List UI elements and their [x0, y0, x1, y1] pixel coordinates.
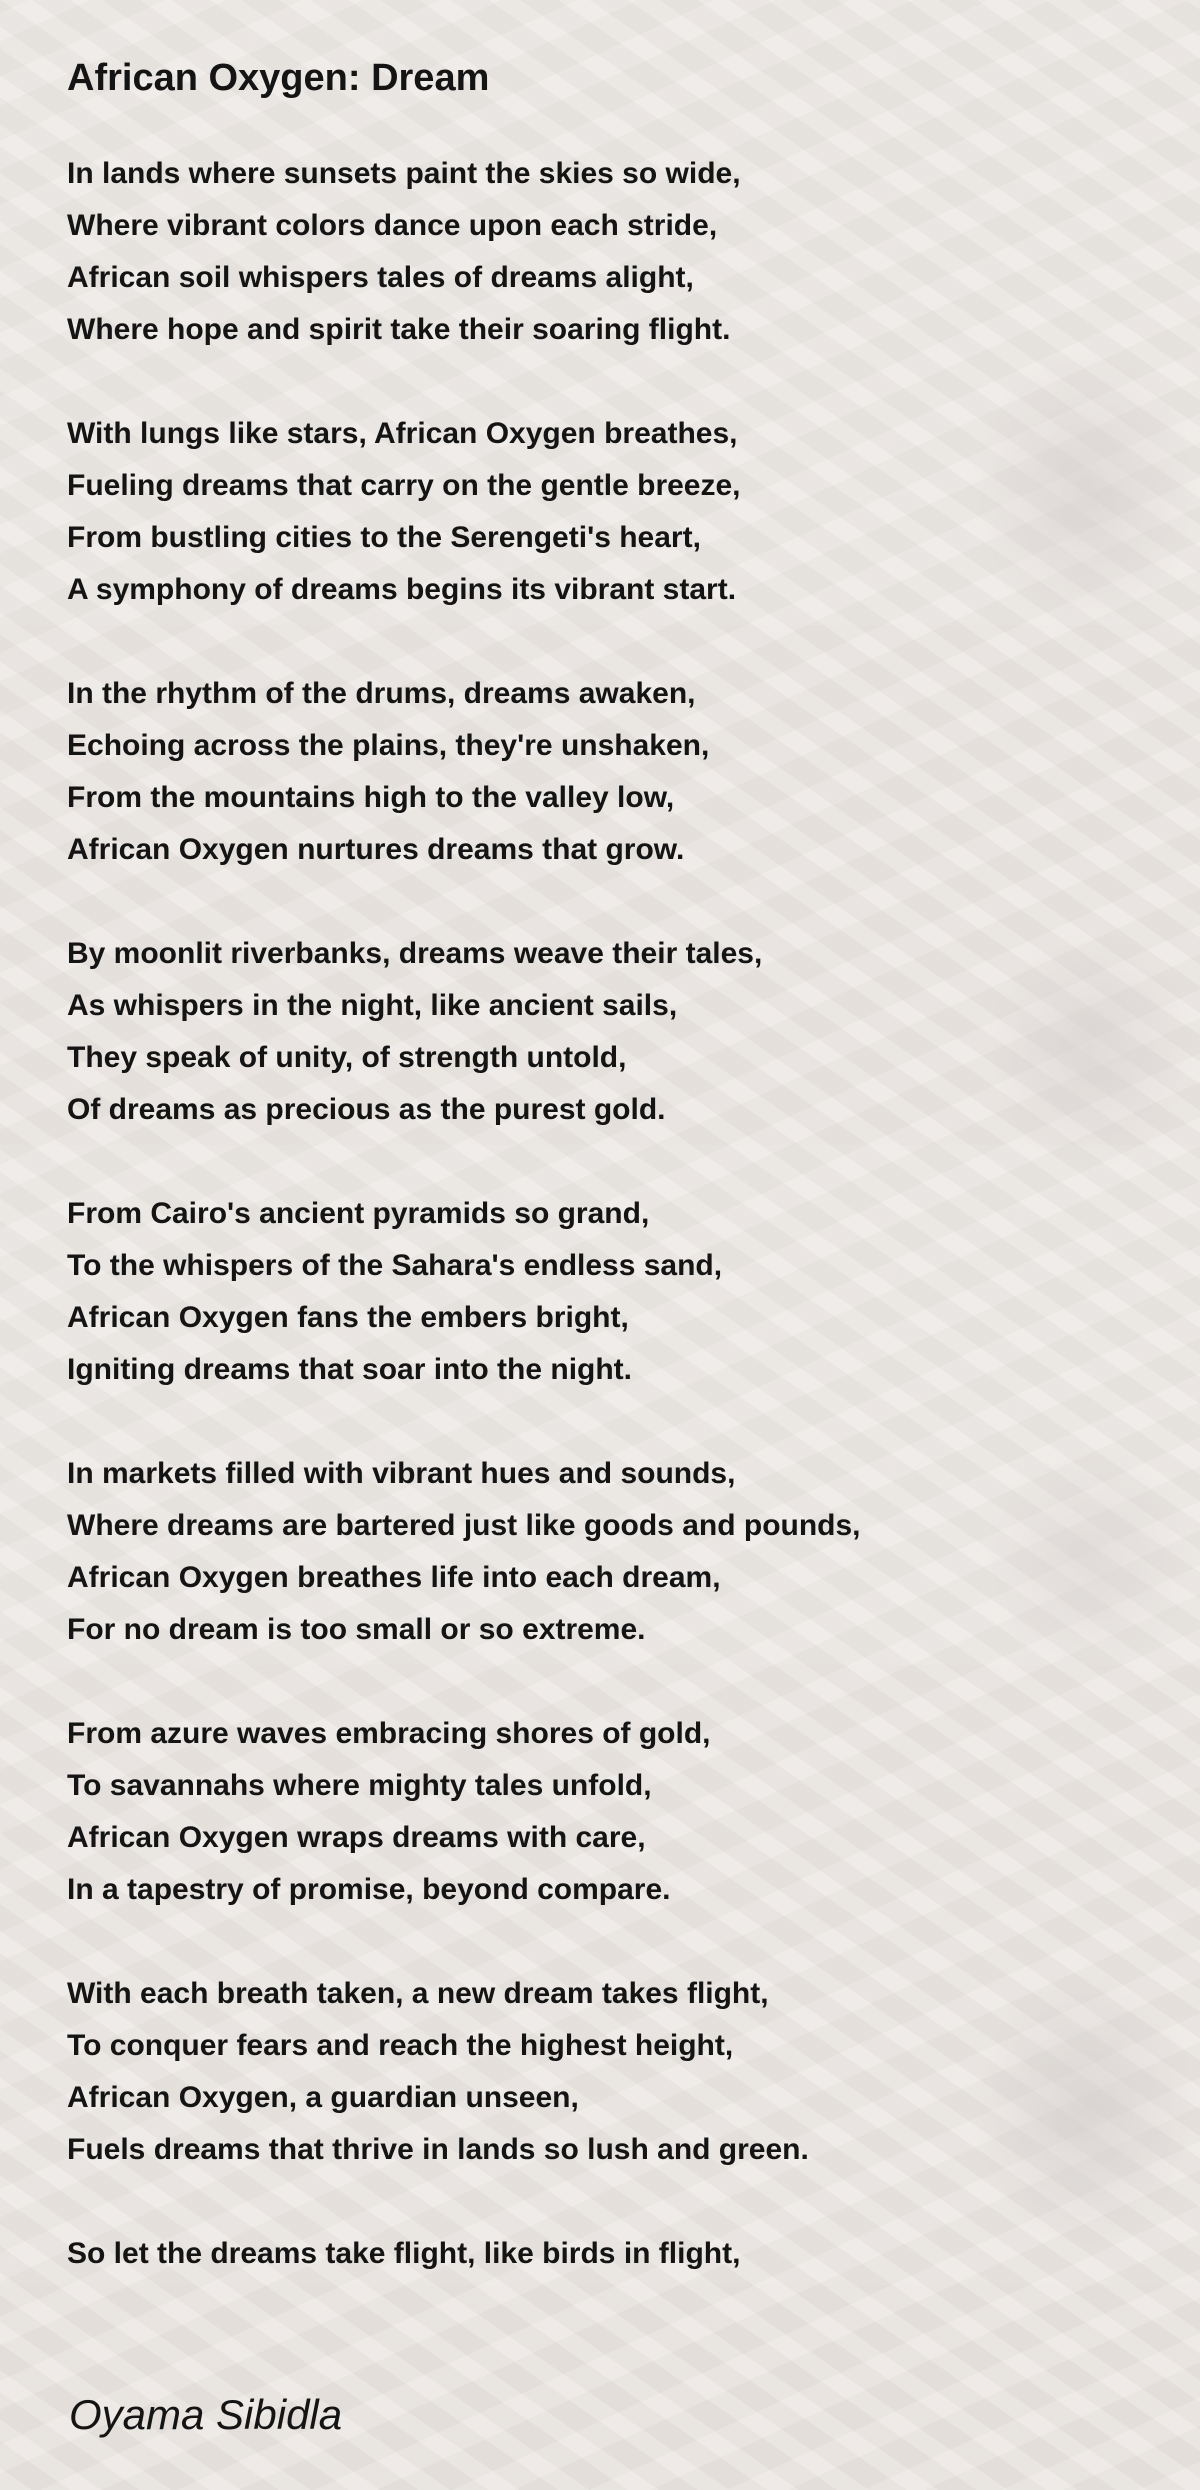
poem-stanza — [67, 1188, 1127, 1396]
poem-line: African Oxygen nurtures dreams that grow. — [67, 833, 685, 866]
poem-line: As whispers in the night, like ancient sails, — [67, 989, 678, 1022]
poem-line: African Oxygen breathes life into each dream, — [67, 1561, 721, 1594]
poem-line: Echoing across the plains, they're unshaken, — [67, 729, 710, 762]
poem-line: To conquer fears and reach the highest height, — [67, 2029, 734, 2062]
poem-line: African Oxygen, a guardian unseen, — [67, 2081, 579, 2114]
poem-stanza — [67, 148, 1127, 356]
poem-stanza — [67, 668, 1127, 876]
poem-line: Of dreams as precious as the purest gold. — [67, 1093, 666, 1126]
poem-line: To the whispers of the Sahara's endless sand, — [67, 1249, 723, 1282]
poem-line: African Oxygen wraps dreams with care, — [67, 1821, 646, 1854]
poem-line: African Oxygen fans the embers bright, — [67, 1301, 629, 1334]
poem-line: To savannahs where mighty tales unfold, — [67, 1769, 652, 1802]
poem-line: In markets filled with vibrant hues and sounds, — [67, 1457, 736, 1490]
poem-line: In lands where sunsets paint the skies so wide, — [67, 157, 741, 190]
poem-line: African soil whispers tales of dreams alight, — [67, 261, 694, 294]
poem-line: A symphony of dreams begins its vibrant start. — [67, 573, 737, 606]
poem-title: African Oxygen: Dream — [67, 57, 490, 99]
poem-stanza — [67, 2228, 1127, 2280]
poem-line: For no dream is too small or so extreme. — [67, 1613, 646, 1646]
poem-stanza — [67, 1708, 1127, 1916]
poem-stanza — [67, 1968, 1127, 2176]
poem-line: From azure waves embracing shores of gold, — [67, 1717, 711, 1750]
poem-line: Igniting dreams that soar into the night. — [67, 1353, 633, 1386]
poem-line: From bustling cities to the Serengeti's heart, — [67, 521, 701, 554]
poem-line: Fueling dreams that carry on the gentle breeze, — [67, 469, 741, 502]
poem-line: Where vibrant colors dance upon each stride, — [67, 209, 718, 242]
poem-line: So let the dreams take flight, like birds in flight, — [67, 2237, 741, 2270]
poem-line: They speak of unity, of strength untold, — [67, 1041, 627, 1074]
poem-body — [67, 148, 1127, 2332]
poem-line: With each breath taken, a new dream takes flight, — [67, 1977, 769, 2010]
poem-line: In a tapestry of promise, beyond compare. — [67, 1873, 671, 1906]
poem-line: With lungs like stars, African Oxygen breathes, — [67, 417, 738, 450]
poem-line: Fuels dreams that thrive in lands so lush and green. — [67, 2133, 809, 2166]
poem-line: In the rhythm of the drums, dreams awaken, — [67, 677, 696, 710]
poem-author: Oyama Sibidla — [69, 2391, 343, 2438]
poem-line: Where dreams are bartered just like goods and pounds, — [67, 1509, 861, 1542]
poem-line: From Cairo's ancient pyramids so grand, — [67, 1197, 650, 1230]
poem-line: Where hope and spirit take their soaring flight. — [67, 313, 731, 346]
poem-stanza — [67, 928, 1127, 1136]
poem-stanza — [67, 408, 1127, 616]
poem-line: By moonlit riverbanks, dreams weave their tales, — [67, 937, 763, 970]
poem-stanza — [67, 1448, 1127, 1656]
poem-line: From the mountains high to the valley low, — [67, 781, 675, 814]
